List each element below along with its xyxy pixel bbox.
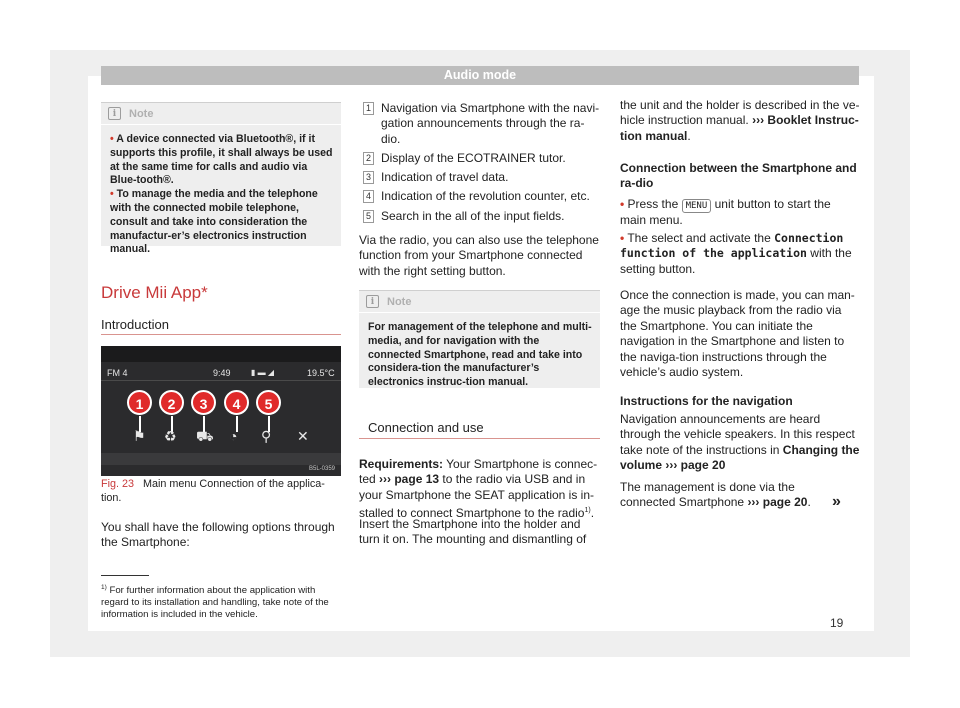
note-header — [101, 103, 341, 125]
page-link[interactable]: ››› page 13 — [379, 472, 440, 487]
management-paragraph: The management is done via the connected Smartphone ››› page 20. — [620, 480, 811, 510]
callout-4: 4 — [224, 390, 249, 415]
figure-screen — [101, 346, 341, 476]
option-item: Indication of the revolution counter, etc. — [381, 189, 590, 203]
booklet-link[interactable]: ››› Booklet Instruc-tion manual — [620, 113, 859, 143]
step-2: • The select and activate the Connection function of the application with the setting button. — [620, 231, 852, 276]
footnote-rule — [101, 575, 149, 576]
running-header: Audio mode — [101, 66, 859, 85]
figure-caption — [101, 478, 341, 505]
close-icon[interactable]: ✕ — [297, 428, 309, 444]
section-title: Drive Mii App* — [101, 283, 208, 302]
footnote — [101, 582, 341, 621]
screen-time: 9:49 — [213, 368, 231, 378]
note-body: For management of the telephone and multi-media, and for navigation with the connected Smartphone, read and take into considera-tion the manufacturer’s electronics instruc-tion manual. — [368, 321, 592, 389]
note-box-bluetooth — [101, 102, 341, 256]
connection-title: Connection and use — [368, 420, 484, 435]
callout-1: 1 — [127, 390, 152, 415]
navigation-subheading: Instructions for the navigation — [620, 394, 793, 408]
note-label: Note — [129, 107, 154, 120]
eco-icon[interactable]: ♻ — [164, 428, 177, 444]
callout-3: 3 — [191, 390, 216, 415]
navigation-paragraph: Navigation announcements are heard through the vehicle speakers. In this respect take note of the instructions in Changing the volume ››› page 20 — [620, 412, 860, 473]
requirements-paragraph: Requirements: Your Smartphone is connec-ted ››› page 13 to the radio via USB and in your Smartphone the SEAT application is in-stalled to connect Smartphone to the radio$^{1)}$. — [359, 457, 598, 521]
footnote-number: 1) — [101, 584, 107, 591]
option-number: 1 — [363, 102, 374, 115]
option-item: Display of the ECOTRAINER tutor. — [381, 151, 566, 165]
option-number: 5 — [363, 210, 374, 223]
page-link[interactable]: ››› page 20 — [665, 458, 726, 473]
callout-2: 2 — [159, 390, 184, 415]
page-link[interactable]: ››› page 20 — [747, 495, 808, 510]
screen-temp: 19.5°C — [307, 368, 335, 378]
figure-caption-text: Main menu Connection of the applica-tion. — [101, 478, 325, 504]
footnote-text: For further information about the application with regard to its installation and handling, take note of the information is included in the vehicle. — [101, 585, 329, 621]
figure-label: Fig. 23 — [101, 478, 135, 490]
continue-marker: » — [832, 493, 841, 510]
note-bullet: • A device connected via Bluetooth®, if it supports this profile, it shall always be used at the same time for calls and audio via Blue-tooth®. — [110, 133, 333, 187]
note-body — [101, 125, 341, 265]
flag-icon[interactable]: ⚑ — [133, 428, 146, 444]
step-1: • Press the MENU unit button to start the main menu. — [620, 197, 831, 227]
connection-subheading: Connection between the Smartphone and ra-dio — [620, 161, 857, 191]
screen-station: FM 4 — [107, 368, 128, 378]
figure-code: B5L-0359 — [309, 466, 336, 472]
screen-status-icons: ▮ ▬ ◢ — [251, 368, 274, 377]
holder-paragraph: the unit and the holder is described in the ve-hicle instruction manual. ››› Booklet Instruc-tion manual. — [620, 98, 860, 143]
option-number: 3 — [363, 171, 374, 184]
gauge-icon[interactable]: ◔ — [229, 428, 238, 444]
requirements-label: Requirements: — [359, 457, 444, 471]
screen-bottom-tabs — [101, 453, 341, 465]
info-icon: i — [366, 295, 379, 308]
insert-paragraph: Insert the Smartphone into the holder and turn it on. The mounting and dismantling of — [359, 517, 587, 547]
volume-link-text[interactable]: Changing the volume — [620, 442, 860, 473]
footnote-ref[interactable]: 1) — [584, 507, 591, 515]
option-item: Indication of travel data. — [381, 170, 509, 184]
option-number: 4 — [363, 190, 374, 203]
screen-divider — [101, 380, 341, 381]
note-label: Note — [387, 295, 412, 308]
intro-paragraph: You shall have the following options through the Smartphone: — [101, 520, 335, 550]
option-item: Search in the all of the input fields. — [381, 209, 565, 223]
connection-made-paragraph: Once the connection is made, you can man-age the music playback from the radio via the Smartphone. You can initiate the navigation in the Smartphone and listen to the naviga-tion instructions through the vehicle’s audio system. — [620, 288, 855, 380]
note-bullet: • To manage the media and the telephone with the connected mobile telephone, consult and take into consideration the manufactur-er’s electronics instruction manual. — [110, 188, 318, 256]
search-icon[interactable]: ⚲ — [261, 428, 272, 444]
option-number: 2 — [363, 152, 374, 165]
note-box-management — [359, 290, 600, 388]
option-item: Navigation via Smartphone with the navi-gation announcements through the ra-dio. — [381, 101, 600, 146]
car-icon[interactable]: ⛟ — [196, 428, 214, 444]
screen-top-bar — [101, 346, 341, 362]
page-number: 19 — [830, 616, 844, 630]
function-name: Connection function of the application — [620, 231, 844, 261]
section-underline — [101, 334, 341, 335]
note-header — [359, 291, 600, 313]
section-subtitle: Introduction — [101, 317, 169, 332]
callout-5: 5 — [256, 390, 281, 415]
info-icon: i — [108, 107, 121, 120]
connection-underline — [359, 438, 600, 439]
radio-paragraph: Via the radio, you can also use the telephone function from your Smartphone connected with the right setting button. — [359, 233, 599, 278]
menu-key: MENU — [682, 199, 712, 213]
